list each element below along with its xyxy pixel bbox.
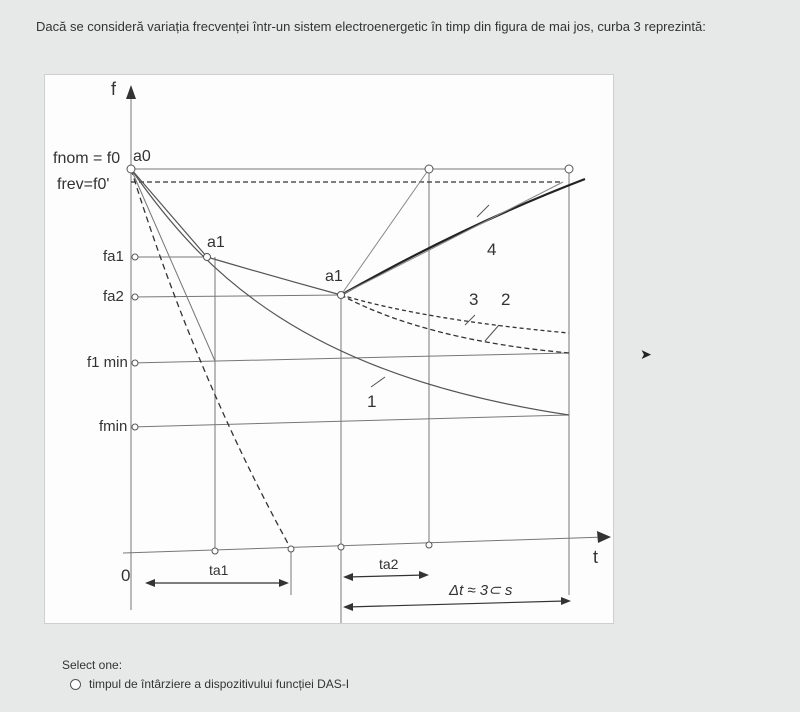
radio-button[interactable] xyxy=(70,679,81,690)
fa2-line xyxy=(131,295,341,297)
curve-2-label: 2 xyxy=(501,290,511,309)
answer-option-1[interactable] xyxy=(70,677,349,691)
point-top-1 xyxy=(425,165,433,173)
a0-label: a0 xyxy=(133,148,151,165)
fa1-label: fa1 xyxy=(103,248,124,265)
curve-1-label: 1 xyxy=(367,392,377,411)
ta1-label: ta1 xyxy=(209,562,229,578)
a1-label: a1 xyxy=(207,234,225,251)
point-a1-second xyxy=(338,292,345,299)
curve-3-label: 3 xyxy=(469,290,479,309)
leader-1 xyxy=(371,377,385,387)
diagram-svg xyxy=(45,75,613,623)
initial-slope-dashed xyxy=(131,169,291,549)
answer-option-1-label: timpul de întârziere a dispozitivului funcției DAS-I xyxy=(89,677,350,691)
curve-a0-a1 xyxy=(131,169,341,295)
point-a0 xyxy=(127,165,135,173)
fa2-label: fa2 xyxy=(103,288,124,305)
fnom-label: fnom = f0 xyxy=(53,150,121,167)
fmin-label: fmin xyxy=(99,418,128,435)
curve-4-label: 4 xyxy=(487,240,497,259)
ta2-label: ta2 xyxy=(379,556,399,572)
f1min-label: f1 min xyxy=(87,354,128,371)
tangent-a0 xyxy=(131,169,215,361)
mouse-cursor-icon: ➤ xyxy=(640,346,652,362)
a1-second-label: a1 xyxy=(325,268,343,285)
rise-line-b xyxy=(341,182,563,295)
origin-label: 0 xyxy=(121,566,131,585)
question-text: Dacă se consideră variația frecvenței într-un sistem electroenergetic în timp din figura de mai jos, curba 3 reprezintă: xyxy=(36,19,706,34)
axis-f-label: f xyxy=(111,79,117,99)
leader-3 xyxy=(465,315,475,325)
frequency-time-diagram xyxy=(44,74,614,624)
leader-4 xyxy=(477,205,489,217)
deltat-label: Δt ≈ 3⊂ s xyxy=(449,582,513,599)
rise-line-a xyxy=(341,169,429,295)
t-axis xyxy=(123,537,605,553)
fmin-line xyxy=(131,415,569,427)
axis-t-label: t xyxy=(593,547,599,567)
deltat-dimension xyxy=(347,601,565,607)
f-axis-arrow xyxy=(126,85,136,99)
curve-4 xyxy=(341,179,585,295)
select-one-label: Select one: xyxy=(62,658,123,672)
point-top-2 xyxy=(565,165,573,173)
ta2-dimension xyxy=(347,575,425,577)
leader-2 xyxy=(485,325,499,341)
point-a1 xyxy=(204,254,211,261)
curve-3 xyxy=(341,295,569,333)
frev-label: frev=f0' xyxy=(57,176,110,193)
t-axis-arrow xyxy=(597,531,611,543)
